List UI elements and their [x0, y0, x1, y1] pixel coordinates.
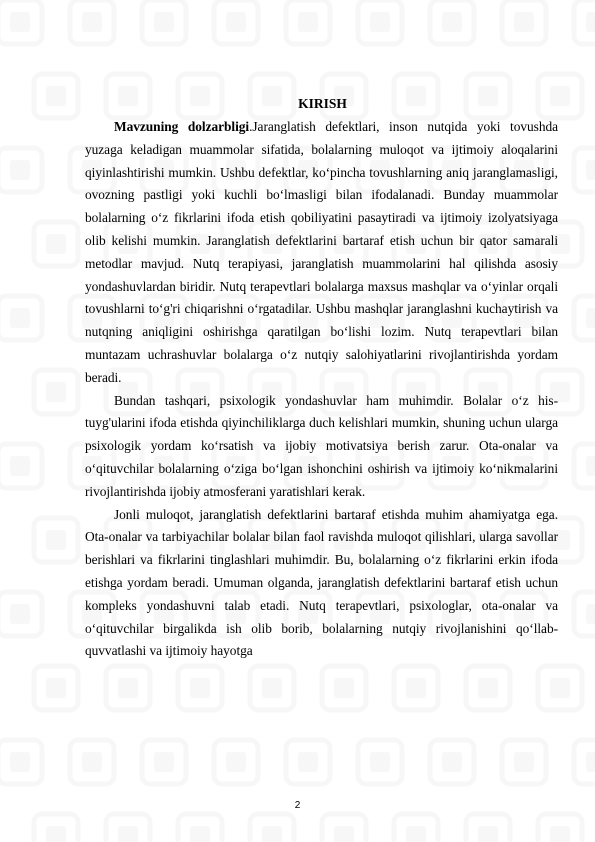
tiled-logo-icon: [0, 584, 50, 644]
tiled-logo-icon: [62, 0, 122, 52]
tiled-logo-icon: [134, 732, 194, 792]
tiled-logo-icon: [422, 0, 482, 52]
tiled-logo-icon: [350, 0, 410, 52]
tiled-logo-icon: [422, 732, 482, 792]
tiled-logo-icon: [494, 0, 554, 52]
tiled-logo-icon: [26, 214, 86, 274]
tiled-logo-icon: [314, 658, 374, 718]
tiled-logo-icon: [62, 732, 122, 792]
tiled-logo-icon: [0, 732, 50, 792]
paragraph-relevance: [85, 116, 558, 390]
tiled-logo-icon: [134, 0, 194, 52]
tiled-logo-icon: [566, 584, 595, 644]
tiled-logo-icon: [0, 436, 50, 496]
tiled-logo-icon: [0, 140, 50, 200]
tiled-logo-icon: [98, 658, 158, 718]
tiled-logo-icon: [494, 732, 554, 792]
tiled-logo-icon: [26, 510, 86, 570]
tiled-logo-icon: [26, 658, 86, 718]
tiled-logo-icon: [206, 732, 266, 792]
section-title: KIRISH: [298, 96, 347, 111]
tiled-logo-icon: [566, 732, 595, 792]
tiled-logo-icon: [458, 658, 518, 718]
tiled-logo-icon: [170, 658, 230, 718]
paragraph-lead: Mavzuning dolzarbligi: [114, 119, 250, 134]
tiled-logo-icon: [0, 0, 50, 52]
paragraph-psychology: Bundan tashqari, psixologik yondashuvlar ham muhimdir. Bolalar o‘z his-tuyg'ularini ifoda etishda qiyinchiliklarga duch kelishlari mumkin, shuning uchun ularga psixologik yordam ko‘rsatish va ijobiy motivatsiya berish zarur. Ota-onalar va o‘qituvchilar bolalarning o‘ziga bo‘lgan ishonchini oshirish va ijtimoiy ko‘nikmalarini rivojlantirishda ijobiy atmosferani yaratishlari kerak.: [85, 392, 558, 499]
tiled-logo-icon: [386, 658, 446, 718]
tiled-logo-icon: [350, 732, 410, 792]
tiled-logo-icon: [278, 732, 338, 792]
page-body: [85, 96, 558, 663]
tiled-logo-icon: [206, 0, 266, 52]
tiled-logo-icon: [0, 288, 50, 348]
page-number: 2: [294, 800, 301, 811]
tiled-logo-icon: [530, 658, 590, 718]
tiled-logo-icon: [566, 288, 595, 348]
tiled-logo-icon: [566, 0, 595, 52]
tiled-logo-icon: [566, 140, 595, 200]
paragraph-communication: Jonli muloqot, jaranglatish defektlarini bartaraf etishda muhim ahamiyatga ega. Ota-onalar va tarbiyachilar bolalar bilan faol ravishda muloqot qilishlari, ularga savollar berishlari va fikrlarini tinglashlari muhimdir. Bu, bolalarning o‘z fikrlarini erkin ifoda etishga yordam beradi. Umuman olganda, jaranglatish defektlarini bartaraf etish uchun kompleks yondashuvni talab etadi. Nutq terapevtlari, psixologlar, ota-onalar va o‘qituvchilar birgalikda ish olib borib, bolalarning nutqiy rivojlanishini qo‘llab-quvvatlashi va ijtimoiy hayotga: [85, 506, 558, 659]
tiled-logo-icon: [26, 66, 86, 126]
tiled-logo-icon: [242, 658, 302, 718]
tiled-logo-icon: [26, 362, 86, 422]
tiled-logo-icon: [278, 0, 338, 52]
tiled-logo-icon: [566, 436, 595, 496]
paragraph-relevance-text: .Jaranglatish defektlari, inson nutqida yoki tovushda yuzaga keladigan muammolar sifatida, bolalarning muloqot va ijtimoiy aloqalarini qiyinlashtirishi mumkin. Ushbu defektlar, ko‘pincha tovushlarning aniq jaranglamasligi, ovozning pastligi yoki kuchli bo‘lmasligi bilan ifodalanadi. Bunday muammolar bolalarning o‘z fikrlarini ifoda etish qobiliyatini pasaytiradi va ijtimoiy izolyatsiyaga olib kelishi mumkin. Jaranglatish defektlarini bartaraf etish uchun bir qator samarali metodlar mavjud. Nutq terapiyasi, jaranglatish muammolarini hal qilishda asosiy yondashuvlardan biridir. Nutq terapevtlari bolalarga maxsus mashqlar va o‘yinlar orqali tovushlarni to‘g'ri chiqarishni o‘rgatadilar. Ushbu mashqlar jaranglashni kuchaytirish va nutqning aniqligini oshirishga qaratilgan bo‘lishi lozim. Nutq terapevtlari bilan muntazam uchrashuvlar bolalarga o‘z nutqiy salohiyatlarini rivojlantirishda yordam beradi.: [85, 119, 559, 385]
